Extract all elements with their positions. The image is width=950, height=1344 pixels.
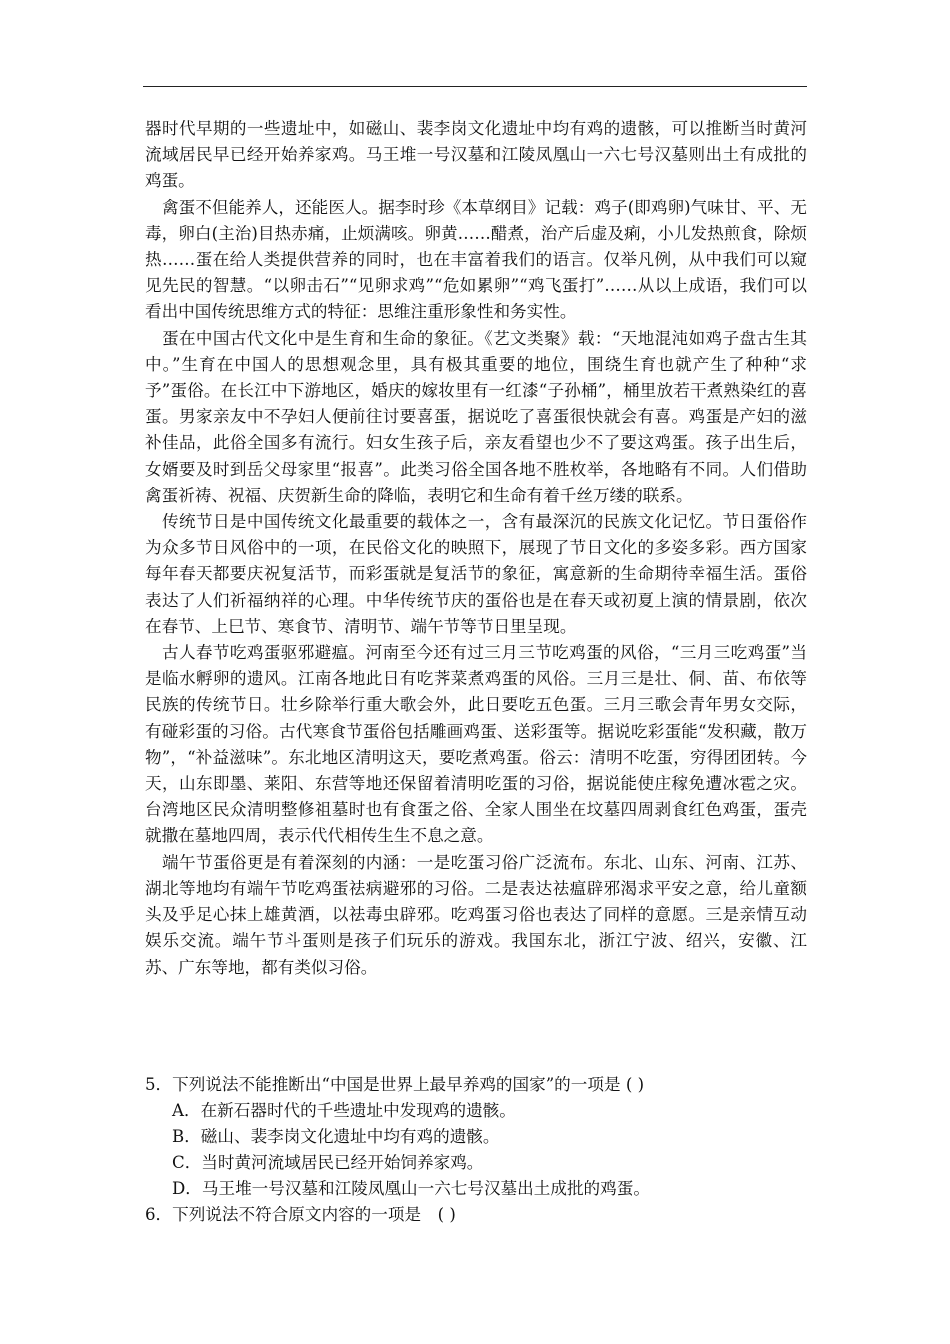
article-paragraph: 古人春节吃鸡蛋驱邪避瘟。河南至今还有过三月三节吃鸡蛋的风俗，“三月三吃鸡蛋”当是临水孵卵的遗风。江南各地此日有吃荠菜煮鸡蛋的风俗。三月三是壮、侗、苗、布依等民族的传统节日。壮乡除举行重大歌会外，此日要吃五色蛋。三月三歌会青年男女交际，有碰彩蛋的习俗。古代寒食节蛋俗包括雕画鸡蛋、送彩蛋等。据说吃彩蛋能“发积藏，散万物”，“补益滋味”。东北地区清明这天，要吃煮鸡蛋。俗云：清明不吃蛋，穷得团团转。今天，山东即墨、莱阳、东营等地还保留着清明吃蛋的习俗，据说能使庄稼免遭冰雹之灾。台湾地区民众清明整修祖墓时也有食蛋之俗、全家人围坐在坟墓四周剥食红色鸡蛋，蛋壳就撒在墓地四周，表示代代相传生生不息之意。 [145, 643, 807, 846]
article-paragraph: 器时代早期的一些遗址中，如磁山、裴李岗文化遗址中均有鸡的遗骸，可以推断当时黄河流域居民早已经开始养家鸡。马王堆一号汉墓和江陵凤凰山一六七号汉墓则出土有成批的鸡蛋。 [145, 119, 807, 191]
article-paragraph: 传统节日是中国传统文化最重要的载体之一，含有最深沉的民族文化记忆。节日蛋俗作为众多节日风俗中的一项，在民俗文化的映照下，展现了节日文化的多姿多彩。西方国家每年春天都要庆祝复活节，而彩蛋就是复活节的象征，寓意新的生命期待幸福生活。蛋俗表达了人们祈福纳祥的心理。中华传统节庆的蛋俗也是在春天或初夏上演的情景剧，依次在春节、上巳节、寒食节、清明节、端午节等节日里呈现。 [145, 512, 807, 636]
question-5-option-d: D．马王堆一号汉墓和江陵凤凰山一六七号汉墓出土成批的鸡蛋。 [172, 1179, 650, 1198]
question-5-stem: 5．下列说法不能推断出“中国是世界上最早养鸡的国家”的一项是 ( ) [145, 1075, 645, 1094]
question-6-stem: 6．下列说法不符合原文内容的一项是 ( ) [145, 1205, 456, 1224]
article-paragraph: 蛋在中国古代文化中是生育和生命的象征。《艺文类聚》载：“天地混沌如鸡子盘古生其中。”生育在中国人的思想观念里，具有极其重要的地位，围绕生育也就产生了种种“求予”蛋俗。在长江中下游地区，婚庆的嫁妆里有一红漆“子孙桶”，桶里放若干煮熟染红的喜蛋。男家亲友中不孕妇人便前往讨要喜蛋，据说吃了喜蛋很快就会有喜。鸡蛋是产妇的滋补佳品，此俗全国多有流行。妇女生孩子后，亲友看望也少不了要这鸡蛋。孩子出生后，女婿要及时到岳父母家里“报喜”。此类习俗全国各地不胜枚举，各地略有不同。人们借助禽蛋祈祷、祝福、庆贺新生命的降临，表明它和生命有着千丝万缕的联系。 [145, 328, 807, 505]
question-5-option-b: B．磁山、裴李岗文化遗址中均有鸡的遗骸。 [172, 1127, 500, 1146]
article-paragraph: 端午节蛋俗更是有着深刻的内涵：一是吃蛋习俗广泛流布。东北、山东、河南、江苏、湖北等地均有端午节吃鸡蛋祛病避邪的习俗。二是表达祛瘟辟邪渴求平安之意，给儿童额头及乎足心抹上雄黄酒，以祛毒虫辟邪。吃鸡蛋习俗也表达了同样的意愿。三是亲情互动娱乐交流。端午节斗蛋则是孩子们玩乐的游戏。我国东北，浙江宁波、绍兴，安徽、江苏、广东等地，都有类似习俗。 [145, 852, 807, 977]
question-5-option-a: A．在新石器时代的千些遗址中发现鸡的遗骸。 [172, 1101, 516, 1120]
article-paragraph: 禽蛋不但能养人，还能医人。据李时珍《本草纲目》记载：鸡子(即鸡卵)气味甘、平、无毒，卵白(主治)目热赤痛，止烦满咳。卵黄……醋煮，治产后虚及痢，小儿发热煎食，除烦热……蛋在给人类提供营养的同时，也在丰富着我们的语言。仅举凡例，从中我们可以窥见先民的智慧。“以卵击石”“见卵求鸡”“危如累卵”“鸡飞蛋打”……从以上成语，我们可以看出中国传统思维方式的特征：思维注重形象性和务实性。 [145, 197, 807, 322]
question-section [145, 1072, 807, 1228]
article-body [145, 116, 807, 981]
header-rule [143, 86, 807, 87]
question-5-option-c: C．当时黄河流域居民已经开始饲养家鸡。 [172, 1153, 484, 1172]
